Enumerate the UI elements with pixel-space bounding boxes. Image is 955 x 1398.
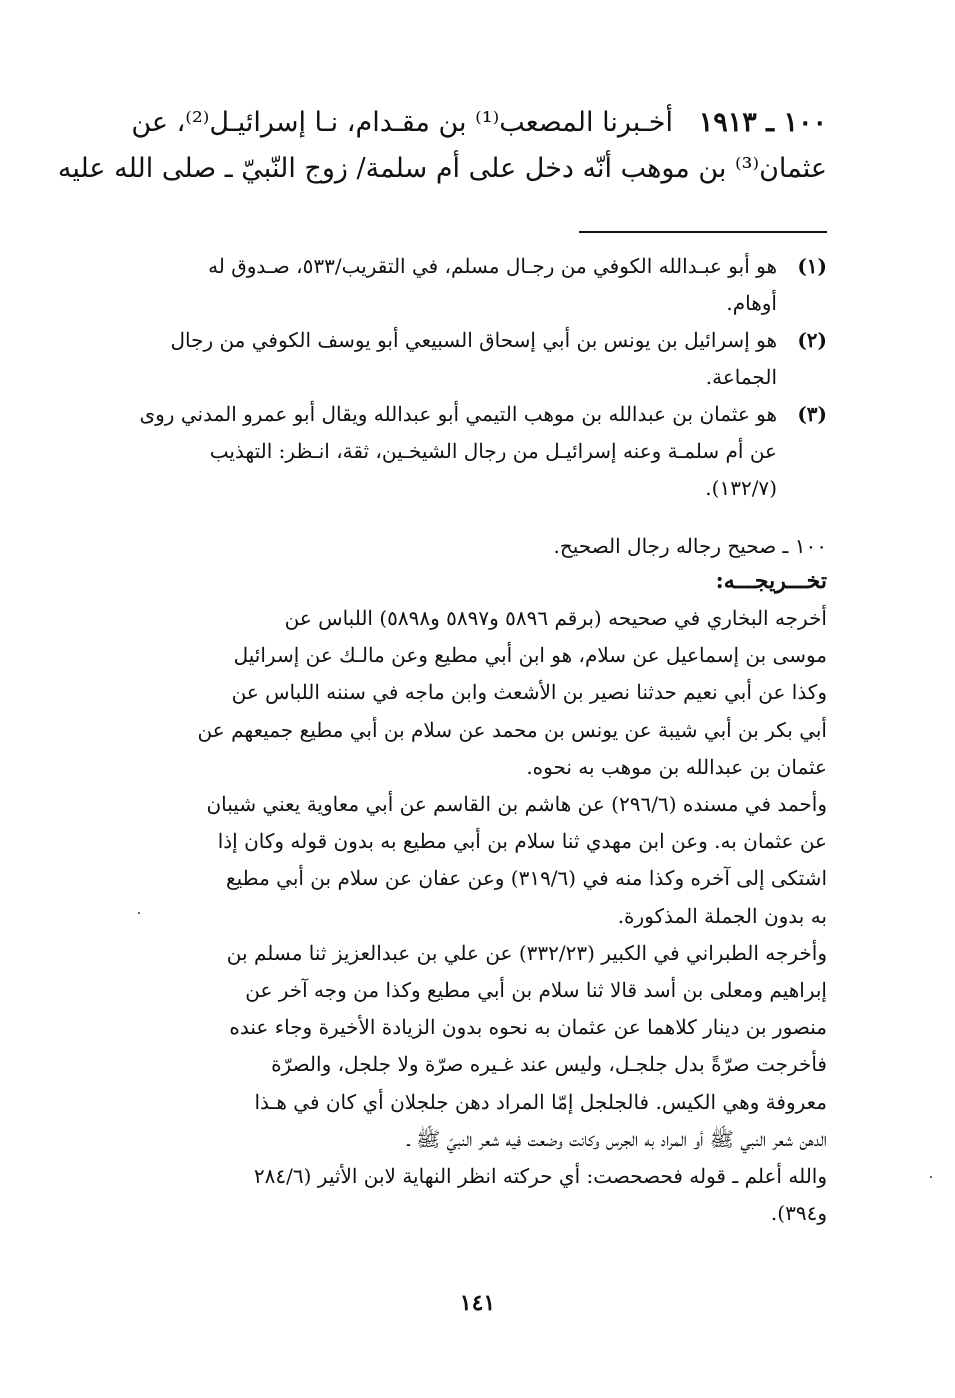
footnote-body bbox=[127, 248, 777, 322]
takhrij-line: معروفة وهي الكيس. فالجلجل إمّا المراد دهن جلجلان أي كان في هـذا bbox=[254, 1089, 827, 1114]
hadith-line-2: عثمان⁽³⁾ بن موهب أنّه دخل على أم سلمة/ زوج النّبيّ ـ صلى الله عليه bbox=[57, 153, 827, 184]
takhrij-line: به بدون الجملة المذكورة. bbox=[617, 903, 827, 928]
footnote-2 bbox=[127, 322, 827, 396]
footnote-number: (٣) bbox=[797, 402, 827, 426]
footnote-line: هو إسرائيل بن يونس بن أبي إسحاق السبيعي أبو يوسف الكوفي من رجال bbox=[170, 328, 777, 352]
takhrij-line: وأحمد في مسنده (٢٩٦/٦) عن هاشم بن القاسم عن أبي معاوية يعني شيبان bbox=[206, 792, 827, 817]
takhrij-body bbox=[127, 600, 827, 1232]
hadith-number: ١٠٠ ـ ١٩١٣ bbox=[698, 107, 827, 138]
scan-speck bbox=[138, 912, 140, 914]
takhrij-line: موسى بن إسماعيل عن سلام، هو ابن أبي مطيع وعن مالـك عن إسرائيل bbox=[233, 643, 827, 668]
footnote-line: (١٣٢/٧). bbox=[705, 476, 777, 500]
takhrij-heading: تخـــريجـــه: bbox=[715, 568, 827, 594]
takhrij-line: وأخرجه الطبراني في الكبير (٣٣٢/٢٣) عن علي بن عبدالعزيز ثنا مسلم بن bbox=[226, 940, 827, 965]
page-number: ١٤١ bbox=[459, 1290, 496, 1316]
takhrij-line: والله أعلم ـ قوله فحصحصت: أي حركته انظر النهاية لابن الأثير (٢٨٤/٦ bbox=[253, 1164, 827, 1189]
hadith-line-1 bbox=[127, 100, 827, 146]
takhrij-line: أبي بكر بن أبي شيبة عن يونس بن محمد عن سلام بن أبي مطيع جميعهم عن bbox=[197, 717, 827, 742]
takhrij-line: اشتكى إلى آخره وكذا منه في (٣١٩/٦) وعن عفان عن سلام بن أبي مطيع bbox=[226, 866, 827, 891]
takhrij-line: و٣٩٤). bbox=[770, 1201, 827, 1226]
scan-speck bbox=[930, 1176, 932, 1178]
takhrij-line: منصور بن دينار كلاهما عن عثمان به نحوه بدون الزيادة الأخيرة وجاء عنده bbox=[229, 1015, 827, 1040]
takhrij-line: الدهن شعر النبي ﷺ أو المراد به الجرس وكانت وضعت فيه شعر النبيّ ﷺ ـ bbox=[407, 1126, 827, 1151]
takhrij-line: عثمان بن عبدالله بن موهب به نحوه. bbox=[526, 754, 827, 779]
takhrij-line: عن عثمان به. وعن ابن مهدي ثنا سلام بن أبي مطيع به بدون قوله وكان إذا bbox=[217, 829, 827, 854]
footnote-separator bbox=[579, 231, 827, 233]
footnote-line: عن أم سلمـة وعنه إسرائيـل من رجال الشيخـين، ثقة، انـظر: التهذيب bbox=[209, 439, 777, 463]
hadith-line-1-text: أخـبرنا المصعب⁽¹⁾ بن مقـدام، نـا إسرائيـل⁽²⁾، عن bbox=[131, 107, 673, 138]
footnote-line: هو عثمان بن عبدالله بن موهب التيمي أبو عبدالله ويقال أبو عمرو المدني روى bbox=[139, 402, 777, 426]
footnote-1 bbox=[127, 248, 827, 322]
footnote-line: أوهام. bbox=[726, 291, 777, 315]
takhrij-line: أخرجه البخاري في صحيحه (برقم ٥٨٩٦ و٥٨٩٧ و٥٨٩٨) اللباس عن bbox=[284, 606, 827, 630]
footnote-body bbox=[127, 396, 777, 507]
footnote-line: الجماعة. bbox=[705, 365, 777, 389]
footnotes bbox=[127, 248, 827, 507]
takhrij-line: إبراهيم ومعلى بن أسد قالا ثنا سلام بن أبي مطيع وكذا من وجه آخر عن bbox=[245, 978, 827, 1003]
footnote-line: هو أبو عبـدالله الكوفي من رجـال مسلم، في التقريب/٥٣٣، صـدوق له bbox=[208, 254, 777, 278]
footnote-3 bbox=[127, 396, 827, 507]
takhrij-line: فأخرجت صرّةً بدل جلجـل، وليس عند غـيره صرّة ولا جلجل، والصرّة bbox=[271, 1052, 827, 1077]
hadith-text bbox=[57, 100, 827, 192]
footnote-number: (٢) bbox=[797, 328, 827, 352]
footnote-number: (١) bbox=[797, 254, 827, 278]
footnote-body bbox=[127, 322, 777, 396]
hadith-verdict: ١٠٠ ـ صحيح رجاله رجال الصحيح. bbox=[553, 534, 827, 558]
takhrij-line: وكذا عن أبي نعيم حدثنا نصير بن الأشعث وابن ماجه في سننه اللباس عن bbox=[231, 680, 827, 705]
